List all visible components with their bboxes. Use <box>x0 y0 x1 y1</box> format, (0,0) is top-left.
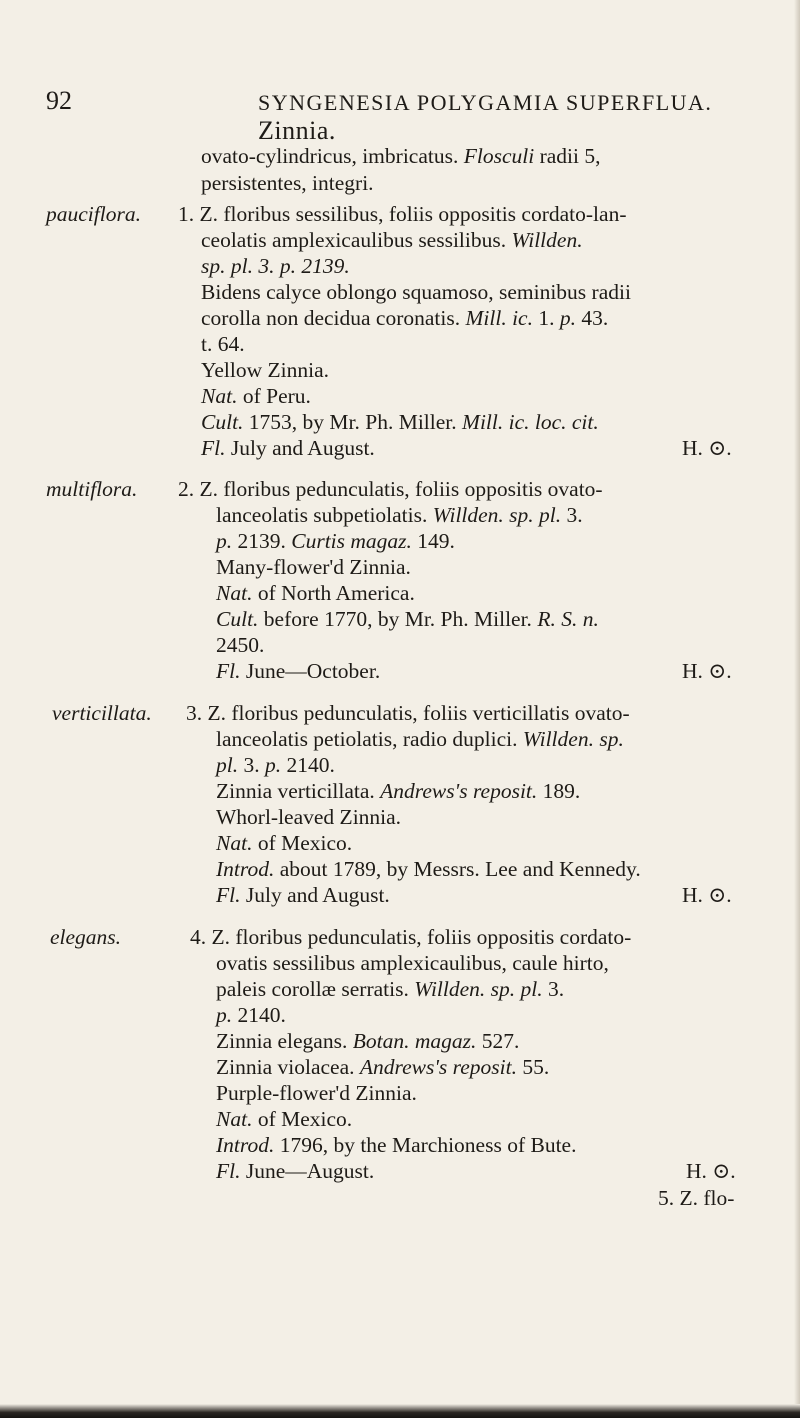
entry-line: Fl. June—August. <box>216 1159 375 1183</box>
catchword: 5. Z. flo- <box>658 1186 735 1210</box>
entry-line: ceolatis amplexicaulibus sessilibus. Willden. <box>201 228 583 252</box>
entry-line: Fl. June—October. <box>216 659 381 683</box>
entry-line: p. 2140. <box>216 1003 286 1027</box>
entry-line: Cult. 1753, by Mr. Ph. Miller. Mill. ic. loc. cit. <box>201 410 599 434</box>
entry-line: Whorl-leaved Zinnia. <box>216 805 402 829</box>
running-head: SYNGENESIA POLYGAMIA SUPERFLUA. Zinnia. <box>258 90 713 145</box>
species-name-multiflora: multiflora. <box>46 477 138 501</box>
entry-line: 2450. <box>216 633 265 657</box>
entry-line: Zinnia elegans. Botan. magaz. 527. <box>216 1029 520 1053</box>
page-bottom-edge <box>0 1404 800 1418</box>
species-name-pauciflora: pauciflora. <box>46 202 141 226</box>
duration-mark: H. ⊙. <box>682 883 732 907</box>
entry-line: corolla non decidua coronatis. Mill. ic. 1. p. 43. <box>201 306 609 330</box>
entry-line: sp. pl. 3. p. 2139. <box>201 254 350 278</box>
entry-line: Nat. of Mexico. <box>216 1107 353 1131</box>
duration-mark: H. ⊙. <box>682 436 732 460</box>
entry-line: Nat. of Peru. <box>201 384 311 408</box>
entry-line: Fl. July and August. <box>216 883 390 907</box>
entry-line: Bidens calyce oblongo squamoso, seminibus radii <box>201 280 631 304</box>
duration-mark: H. ⊙. <box>682 659 732 683</box>
entry-line: 2. Z. floribus pedunculatis, foliis oppositis ovato- <box>178 477 603 501</box>
page-header <box>46 86 776 145</box>
entry-line: 3. Z. floribus pedunculatis, foliis verticillatis ovato- <box>186 701 630 725</box>
page-right-edge <box>794 0 800 1418</box>
page-number: 92 <box>46 86 72 115</box>
entry-line: ovatis sessilibus amplexicaulibus, caule hirto, <box>216 951 609 975</box>
entry-line: lanceolatis petiolatis, radio duplici. Willden. sp. <box>216 727 624 751</box>
species-name-elegans: elegans. <box>50 925 122 949</box>
duration-mark: H. ⊙. <box>686 1159 736 1183</box>
entry-line: Introd. 1796, by the Marchioness of Bute. <box>216 1133 577 1157</box>
entry-line: Nat. of Mexico. <box>216 831 353 855</box>
entry-line: Yellow Zinnia. <box>201 358 330 382</box>
entry-line: p. 2139. Curtis magaz. 149. <box>216 529 455 553</box>
genus-heading: Zinnia. <box>258 116 336 145</box>
entry-line: Zinnia verticillata. Andrews's reposit. 189. <box>216 779 581 803</box>
entry-line: 4. Z. floribus pedunculatis, foliis oppositis cordato- <box>190 925 632 949</box>
intro-line-2: persistentes, integri. <box>201 171 374 195</box>
entry-line: t. 64. <box>201 332 245 356</box>
entry-line: Cult. before 1770, by Mr. Ph. Miller. R. S. n. <box>216 607 599 631</box>
entry-line: lanceolatis subpetiolatis. Willden. sp. pl. 3. <box>216 503 583 527</box>
entry-line: Nat. of North America. <box>216 581 415 605</box>
entry-line: Zinnia violacea. Andrews's reposit. 55. <box>216 1055 550 1079</box>
intro-line-1: ovato-cylindricus, imbricatus. Flosculi radii 5, <box>201 144 601 168</box>
entry-line: Fl. July and August. <box>201 436 375 460</box>
species-name-verticillata: verticillata. <box>52 701 152 725</box>
entry-line: pl. 3. p. 2140. <box>216 753 335 777</box>
entry-line: paleis corollæ serratis. Willden. sp. pl. 3. <box>216 977 565 1001</box>
entry-line: Purple-flower'd Zinnia. <box>216 1081 417 1105</box>
entry-line: Many-flower'd Zinnia. <box>216 555 411 579</box>
entry-line: Introd. about 1789, by Messrs. Lee and Kennedy. <box>216 857 641 881</box>
entry-line: 1. Z. floribus sessilibus, foliis oppositis cordato-lan- <box>178 202 627 226</box>
